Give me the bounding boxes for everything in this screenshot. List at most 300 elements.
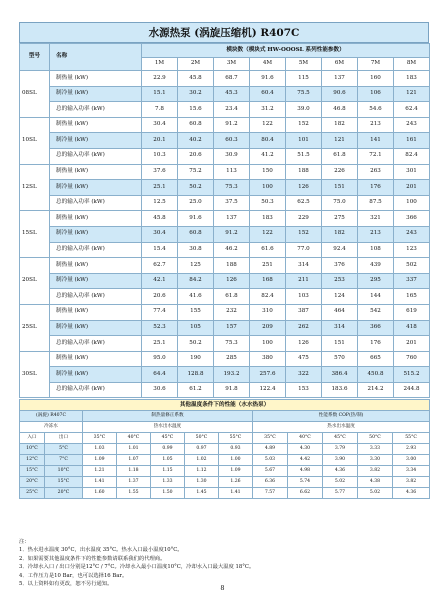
table-cell: 45.3 xyxy=(214,86,250,102)
table-cell: 4.36 xyxy=(323,466,358,477)
row-label: 总的输入功率 (kW) xyxy=(50,102,142,118)
table-cell: 542 xyxy=(358,304,394,320)
table-row xyxy=(20,304,430,320)
table-cell: 464 xyxy=(322,304,358,320)
inlet-label: 入口 xyxy=(20,433,45,444)
table-row xyxy=(20,351,430,367)
table-cell: 161 xyxy=(394,133,430,149)
table-cell: 75.0 xyxy=(322,195,358,211)
table-cell: 226 xyxy=(322,164,358,180)
table-cell: 1.02 xyxy=(185,455,219,466)
table-cell: 1.09 xyxy=(219,466,253,477)
table-cell: 126 xyxy=(286,180,322,196)
table-cell: 77.0 xyxy=(286,242,322,258)
table-cell: 41.2 xyxy=(250,148,286,164)
name-header: 名称 xyxy=(50,44,142,71)
table-cell: 1.00 xyxy=(219,455,253,466)
temperature-header: 55°C xyxy=(393,433,430,444)
table-cell: 1.12 xyxy=(185,466,219,477)
table-cell: 151 xyxy=(322,180,358,196)
table-row xyxy=(20,466,430,477)
table-cell: 50.3 xyxy=(250,195,286,211)
note-item: 4．工作压力是10 Bar，也可以选择16 Bar。 xyxy=(19,572,128,579)
model-name: 15SL xyxy=(20,211,50,258)
table-cell: 23.4 xyxy=(214,102,250,118)
sub-performance-table xyxy=(19,399,430,499)
table-cell: 263 xyxy=(358,164,394,180)
table-cell: 5.02 xyxy=(323,477,358,488)
table-row xyxy=(20,382,430,398)
table-cell: 152 xyxy=(286,226,322,242)
table-cell: 122 xyxy=(250,226,286,242)
row-label: 制冷量 (kW) xyxy=(50,226,142,242)
table-row xyxy=(20,289,430,305)
table-cell: 45.8 xyxy=(178,71,214,87)
table-cell: 30.8 xyxy=(178,242,214,258)
table-cell: 1.55 xyxy=(117,488,151,499)
table-cell: 4.98 xyxy=(288,466,323,477)
table-cell: 31.2 xyxy=(250,102,286,118)
table-cell: 122 xyxy=(250,117,286,133)
row-label: 总的输入功率 (kW) xyxy=(50,382,142,398)
table-row xyxy=(20,164,430,180)
table-cell: 3.90 xyxy=(323,455,358,466)
table-cell: 6.62 xyxy=(288,488,323,499)
table-cell: 128.8 xyxy=(178,367,214,383)
model-header: 型号 xyxy=(20,44,50,71)
table-cell: 619 xyxy=(394,304,430,320)
table-row xyxy=(20,273,430,289)
table-cell: 1.21 xyxy=(83,466,117,477)
table-cell: 80.4 xyxy=(250,133,286,149)
module-count-header: 8M xyxy=(394,58,430,71)
table-cell: 126 xyxy=(286,336,322,352)
table-cell: 386.4 xyxy=(322,367,358,383)
table-cell: 1.41 xyxy=(83,477,117,488)
table-cell: 213 xyxy=(358,117,394,133)
table-cell: 45.8 xyxy=(142,211,178,227)
table-cell: 90.6 xyxy=(322,86,358,102)
table-cell: 100 xyxy=(250,336,286,352)
table-cell: 1.33 xyxy=(151,477,185,488)
table-cell: 95.0 xyxy=(142,351,178,367)
table-cell: 176 xyxy=(358,336,394,352)
row-label: 总的输入功率 (kW) xyxy=(50,242,142,258)
table-row xyxy=(20,102,430,118)
table-cell: 121 xyxy=(322,133,358,149)
table-cell: 64.4 xyxy=(142,367,178,383)
table-cell: 22.9 xyxy=(142,71,178,87)
table-cell: 188 xyxy=(286,164,322,180)
table-cell: 214.2 xyxy=(358,382,394,398)
table-cell: 190 xyxy=(178,351,214,367)
table-cell: 121 xyxy=(394,86,430,102)
table-cell: 103 xyxy=(286,289,322,305)
table-cell: 321 xyxy=(358,211,394,227)
inlet-temp: 12°C xyxy=(20,455,45,466)
module-count-header: 3M xyxy=(214,58,250,71)
table-cell: 176 xyxy=(358,180,394,196)
table-row xyxy=(20,258,430,274)
table-cell: 322 xyxy=(286,367,322,383)
table-row xyxy=(20,148,430,164)
table-cell: 15.1 xyxy=(142,86,178,102)
row-label: 总的输入功率 (kW) xyxy=(50,195,142,211)
table-cell: 3.79 xyxy=(323,444,358,455)
table-cell: 1.07 xyxy=(117,455,151,466)
table-row xyxy=(20,320,430,336)
temperature-header: 35°C xyxy=(83,433,117,444)
model-name: 25SL xyxy=(20,304,50,351)
sub-corner: (涡旋) R407C xyxy=(20,411,83,422)
table-cell: 108 xyxy=(358,242,394,258)
sub-table-title: 其他温度条件下的性能（水水热泵） xyxy=(20,400,430,411)
table-cell: 152 xyxy=(286,117,322,133)
table-cell: 60.8 xyxy=(178,117,214,133)
table-cell: 39.0 xyxy=(286,102,322,118)
table-cell: 5.02 xyxy=(358,488,393,499)
table-cell: 30.2 xyxy=(178,86,214,102)
module-count-header: 1M xyxy=(142,58,178,71)
table-cell: 61.8 xyxy=(214,289,250,305)
table-cell: 25.1 xyxy=(142,180,178,196)
table-cell: 4.38 xyxy=(358,477,393,488)
cop-header: 性能系数 COP(热/制) xyxy=(253,411,430,422)
table-cell: 20.1 xyxy=(142,133,178,149)
table-cell: 243 xyxy=(394,117,430,133)
table-row xyxy=(20,71,430,87)
table-cell: 52.3 xyxy=(142,320,178,336)
table-cell: 125 xyxy=(178,258,214,274)
table-cell: 1.37 xyxy=(117,477,151,488)
cold-water-label: 冷冻水 xyxy=(20,422,83,433)
table-cell: 37.5 xyxy=(214,195,250,211)
capacity-factor-header: 制热量修正系数 xyxy=(83,411,253,422)
table-cell: 10.3 xyxy=(142,148,178,164)
table-cell: 75.2 xyxy=(178,164,214,180)
table-cell: 165 xyxy=(394,289,430,305)
table-cell: 100 xyxy=(250,180,286,196)
table-cell: 760 xyxy=(394,351,430,367)
table-cell: 229 xyxy=(286,211,322,227)
table-cell: 84.2 xyxy=(178,273,214,289)
table-cell: 82.4 xyxy=(250,289,286,305)
table-cell: 183 xyxy=(394,71,430,87)
table-cell: 151 xyxy=(322,336,358,352)
inlet-temp: 25°C xyxy=(20,488,45,499)
table-row xyxy=(20,133,430,149)
table-row xyxy=(20,488,430,499)
table-row xyxy=(20,242,430,258)
table-cell: 5.03 xyxy=(253,455,288,466)
table-cell: 150 xyxy=(250,164,286,180)
table-cell: 46.2 xyxy=(214,242,250,258)
table-cell: 1.01 xyxy=(117,444,151,455)
table-cell: 6.36 xyxy=(253,477,288,488)
table-cell: 301 xyxy=(394,164,430,180)
table-cell: 113 xyxy=(214,164,250,180)
table-cell: 30.9 xyxy=(214,148,250,164)
table-cell: 50.2 xyxy=(178,180,214,196)
table-cell: 257.6 xyxy=(250,367,286,383)
table-cell: 213 xyxy=(358,226,394,242)
temperature-header: 40°C xyxy=(288,433,323,444)
table-cell: 4.30 xyxy=(288,444,323,455)
row-label: 制冷量 (kW) xyxy=(50,180,142,196)
table-cell: 42.1 xyxy=(142,273,178,289)
table-cell: 5.74 xyxy=(288,477,323,488)
row-label: 制热量 (kW) xyxy=(50,164,142,180)
table-cell: 3.33 xyxy=(358,444,393,455)
table-cell: 4.42 xyxy=(288,455,323,466)
table-cell: 3.00 xyxy=(393,455,430,466)
table-cell: 665 xyxy=(358,351,394,367)
table-cell: 30.4 xyxy=(142,226,178,242)
table-cell: 211 xyxy=(286,273,322,289)
table-cell: 376 xyxy=(322,258,358,274)
table-cell: 243 xyxy=(394,226,430,242)
table-cell: 439 xyxy=(358,258,394,274)
outlet-temp: 15°C xyxy=(45,477,83,488)
table-cell: 137 xyxy=(214,211,250,227)
temperature-header: 45°C xyxy=(323,433,358,444)
table-cell: 91.2 xyxy=(214,117,250,133)
table-cell: 310 xyxy=(250,304,286,320)
performance-table xyxy=(19,43,430,398)
table-cell: 1.03 xyxy=(83,444,117,455)
row-label: 制冷量 (kW) xyxy=(50,320,142,336)
table-cell: 314 xyxy=(286,258,322,274)
table-cell: 41.6 xyxy=(178,289,214,305)
row-label: 制热量 (kW) xyxy=(50,71,142,87)
outlet-label: 出口 xyxy=(45,433,83,444)
inlet-temp: 20°C xyxy=(20,477,45,488)
table-cell: 502 xyxy=(394,258,430,274)
page-number: 8 xyxy=(220,584,225,592)
table-cell: 3.82 xyxy=(393,477,430,488)
table-cell: 15.4 xyxy=(142,242,178,258)
table-cell: 61.8 xyxy=(322,148,358,164)
module-count-header: 6M xyxy=(322,58,358,71)
table-cell: 251 xyxy=(250,258,286,274)
hot-water-label-2: 热水出水温度 xyxy=(253,422,430,433)
table-cell: 91.2 xyxy=(214,226,250,242)
table-cell: 60.8 xyxy=(178,226,214,242)
model-name: 12SL xyxy=(20,164,50,211)
table-cell: 75.5 xyxy=(286,86,322,102)
row-label: 制热量 (kW) xyxy=(50,211,142,227)
table-cell: 253 xyxy=(322,273,358,289)
table-cell: 40.2 xyxy=(178,133,214,149)
table-cell: 1.18 xyxy=(117,466,151,477)
table-cell: 380 xyxy=(250,351,286,367)
table-cell: 366 xyxy=(394,211,430,227)
table-cell: 30.4 xyxy=(142,117,178,133)
table-cell: 60.4 xyxy=(250,86,286,102)
table-cell: 155 xyxy=(178,304,214,320)
notes xyxy=(19,538,429,588)
table-cell: 62.7 xyxy=(142,258,178,274)
outlet-temp: 5°C xyxy=(45,444,83,455)
table-cell: 141 xyxy=(358,133,394,149)
row-label: 制冷量 (kW) xyxy=(50,86,142,102)
table-cell: 100 xyxy=(394,195,430,211)
table-cell: 1.41 xyxy=(219,488,253,499)
table-cell: 7.57 xyxy=(253,488,288,499)
table-row xyxy=(20,117,430,133)
table-cell: 183.6 xyxy=(322,382,358,398)
spec-sheet xyxy=(19,22,429,499)
table-cell: 168 xyxy=(250,273,286,289)
row-label: 总的输入功率 (kW) xyxy=(50,336,142,352)
temperature-header: 40°C xyxy=(117,433,151,444)
table-cell: 50.2 xyxy=(178,336,214,352)
note-item: 3．冷却水入口 / 出口分别是12°C / 7°C。冷却水入最小口温度10°C，冷却水入口最大温度 18°C。 xyxy=(19,564,255,571)
table-row xyxy=(20,444,430,455)
table-cell: 4.89 xyxy=(253,444,288,455)
module-header: 模块数（模块式 HW-OOOSL 系列性能参数） xyxy=(142,44,430,58)
table-cell: 68.7 xyxy=(214,71,250,87)
table-cell: 188 xyxy=(214,258,250,274)
row-label: 制冷量 (kW) xyxy=(50,367,142,383)
table-cell: 515.2 xyxy=(394,367,430,383)
table-cell: 295 xyxy=(358,273,394,289)
table-cell: 3.82 xyxy=(358,466,393,477)
table-cell: 182 xyxy=(322,226,358,242)
inlet-temp: 15°C xyxy=(20,466,45,477)
table-cell: 337 xyxy=(394,273,430,289)
table-cell: 62.5 xyxy=(286,195,322,211)
table-cell: 314 xyxy=(322,320,358,336)
table-row xyxy=(20,477,430,488)
table-cell: 75.3 xyxy=(214,336,250,352)
model-name: 10SL xyxy=(20,117,50,164)
temperature-header: 45°C xyxy=(151,433,185,444)
table-cell: 144 xyxy=(358,289,394,305)
table-cell: 3.34 xyxy=(393,466,430,477)
table-cell: 153 xyxy=(286,382,322,398)
table-cell: 4.36 xyxy=(393,488,430,499)
module-count-header: 7M xyxy=(358,58,394,71)
table-cell: 0.99 xyxy=(151,444,185,455)
table-cell: 285 xyxy=(214,351,250,367)
table-row xyxy=(20,367,430,383)
table-cell: 54.6 xyxy=(358,102,394,118)
table-cell: 15.6 xyxy=(178,102,214,118)
table-cell: 60.3 xyxy=(214,133,250,149)
table-row xyxy=(20,86,430,102)
table-cell: 20.6 xyxy=(142,289,178,305)
row-label: 制热量 (kW) xyxy=(50,258,142,274)
temperature-header: 55°C xyxy=(219,433,253,444)
table-cell: 193.2 xyxy=(214,367,250,383)
table-cell: 232 xyxy=(214,304,250,320)
table-cell: 37.6 xyxy=(142,164,178,180)
table-cell: 1.05 xyxy=(151,455,185,466)
module-count-header: 5M xyxy=(286,58,322,71)
row-label: 制热量 (kW) xyxy=(50,117,142,133)
table-cell: 25.1 xyxy=(142,336,178,352)
table-cell: 20.6 xyxy=(178,148,214,164)
table-cell: 1.45 xyxy=(185,488,219,499)
table-cell: 77.4 xyxy=(142,304,178,320)
temperature-header: 50°C xyxy=(185,433,219,444)
table-cell: 262 xyxy=(286,320,322,336)
temperature-header: 35°C xyxy=(253,433,288,444)
table-cell: 25.0 xyxy=(178,195,214,211)
table-cell: 61.6 xyxy=(250,242,286,258)
table-cell: 91.8 xyxy=(214,382,250,398)
table-cell: 123 xyxy=(394,242,430,258)
table-cell: 2.93 xyxy=(393,444,430,455)
table-cell: 570 xyxy=(322,351,358,367)
model-name: 30SL xyxy=(20,351,50,398)
table-row xyxy=(20,455,430,466)
hot-water-label: 热水出水温度 xyxy=(83,422,253,433)
table-row xyxy=(20,211,430,227)
table-cell: 275 xyxy=(322,211,358,227)
table-row xyxy=(20,226,430,242)
table-cell: 418 xyxy=(394,320,430,336)
table-cell: 209 xyxy=(250,320,286,336)
table-cell: 126 xyxy=(214,273,250,289)
table-cell: 62.4 xyxy=(394,102,430,118)
outlet-temp: 10°C xyxy=(45,466,83,477)
row-label: 制热量 (kW) xyxy=(50,351,142,367)
table-cell: 244.8 xyxy=(394,382,430,398)
note-item: 5．以上资料如有更改，恕不另行通知。 xyxy=(19,581,113,588)
table-cell: 1.50 xyxy=(151,488,185,499)
table-cell: 366 xyxy=(358,320,394,336)
model-name: 08SL xyxy=(20,71,50,118)
table-cell: 160 xyxy=(358,71,394,87)
table-cell: 91.6 xyxy=(250,71,286,87)
module-count-header: 4M xyxy=(250,58,286,71)
table-cell: 30.6 xyxy=(142,382,178,398)
table-cell: 157 xyxy=(214,320,250,336)
table-cell: 1.60 xyxy=(83,488,117,499)
table-cell: 201 xyxy=(394,180,430,196)
table-cell: 46.8 xyxy=(322,102,358,118)
table-cell: 0.93 xyxy=(219,444,253,455)
table-cell: 105 xyxy=(178,320,214,336)
outlet-temp: 7°C xyxy=(45,455,83,466)
table-cell: 101 xyxy=(286,133,322,149)
table-cell: 183 xyxy=(250,211,286,227)
outlet-temp: 20°C xyxy=(45,488,83,499)
row-label: 制热量 (kW) xyxy=(50,304,142,320)
table-cell: 0.97 xyxy=(185,444,219,455)
row-label: 制冷量 (kW) xyxy=(50,273,142,289)
table-cell: 122.4 xyxy=(250,382,286,398)
table-cell: 82.4 xyxy=(394,148,430,164)
note-item: 1．热水进水温度 30°C，出水温度 35°C。热水入口最小温度10°C。 xyxy=(19,547,183,554)
model-name: 20SL xyxy=(20,258,50,305)
table-cell: 475 xyxy=(286,351,322,367)
table-cell: 51.5 xyxy=(286,148,322,164)
inlet-temp: 10°C xyxy=(20,444,45,455)
table-cell: 5.77 xyxy=(323,488,358,499)
row-label: 总的输入功率 (kW) xyxy=(50,148,142,164)
table-cell: 1.15 xyxy=(151,466,185,477)
table-cell: 137 xyxy=(322,71,358,87)
table-cell: 61.2 xyxy=(178,382,214,398)
table-cell: 1.30 xyxy=(185,477,219,488)
notes-head: 注： xyxy=(19,539,30,545)
table-row xyxy=(20,195,430,211)
table-cell: 92.4 xyxy=(322,242,358,258)
table-cell: 106 xyxy=(358,86,394,102)
